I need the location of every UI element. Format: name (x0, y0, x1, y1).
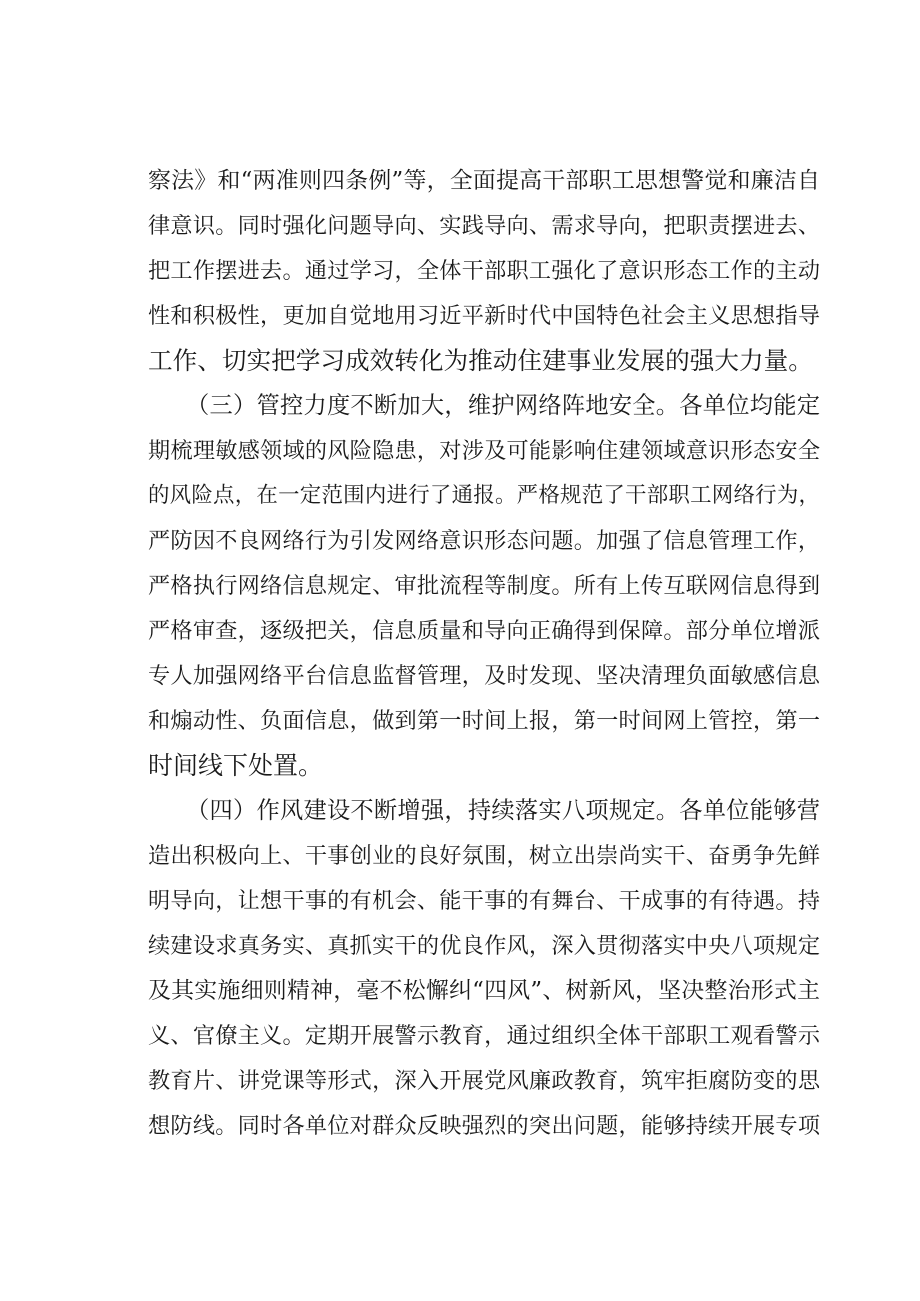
text-line: 期梳理敏感领域的风险隐患，对涉及可能影响住建领域意识形态安全 (148, 438, 820, 464)
text-line: 明导向，让想干事的有机会、能干事的有舞台、干成事的有待遇。持 (148, 888, 820, 914)
text-line: 性和积极性，更加自觉地用习近平新时代中国特色社会主义思想指导 (148, 303, 820, 329)
text-line: 严格执行网络信息规定、审批流程等制度。所有上传互联网信息得到 (148, 573, 820, 599)
text-line: 把工作摆进去。通过学习，全体干部职工强化了意识形态工作的主动 (148, 258, 820, 284)
text-line: 严格审查，逐级把关，信息质量和导向正确得到保障。部分单位增派 (148, 618, 820, 644)
text-line: 及其实施细则精神，毫不松懈纠“四风”、树新风，坚决整治形式主 (148, 978, 820, 1004)
text-line: 专人加强网络平台信息监督管理，及时发现、坚决清理负面敏感信息 (148, 663, 820, 689)
text-line: 想防线。同时各单位对群众反映强烈的突出问题，能够持续开展专项 (148, 1113, 820, 1139)
text-line: 工作、切实把学习成效转化为推动住建事业发展的强大力量。 (148, 346, 813, 375)
text-line: 律意识。同时强化问题导向、实践导向、需求导向，把职责摆进去、 (148, 213, 820, 239)
section-heading-line: （三）管控力度不断加大，维护网络阵地安全。各单位均能定 (186, 392, 820, 419)
text-line: 义、官僚主义。定期开展警示教育，通过组织全体干部职工观看警示 (148, 1023, 820, 1049)
text-line: 和煽动性、负面信息，做到第一时间上报，第一时间网上管控，第一 (148, 708, 820, 734)
text-line: 教育片、讲党课等形式，深入开展党风廉政教育，筑牢拒腐防变的思 (148, 1068, 820, 1094)
section-heading-line: （四）作风建设不断增强，持续落实八项规定。各单位能够营 (186, 797, 820, 824)
text-line: 的风险点，在一定范围内进行了通报。严格规范了干部职工网络行为， (148, 483, 820, 508)
text-line: 察法》和“两准则四条例”等，全面提高干部职工思想警觉和廉洁自 (148, 168, 820, 194)
text-line: 造出积极向上、干事创业的良好氛围，树立出崇尚实干、奋勇争先鲜 (148, 843, 820, 869)
text-line: 续建设求真务实、真抓实干的优良作风，深入贯彻落实中央八项规定 (148, 933, 820, 959)
text-line: 时间线下处置。 (148, 751, 324, 780)
text-line: 严防因不良网络行为引发网络意识形态问题。加强了信息管理工作， (148, 528, 820, 554)
